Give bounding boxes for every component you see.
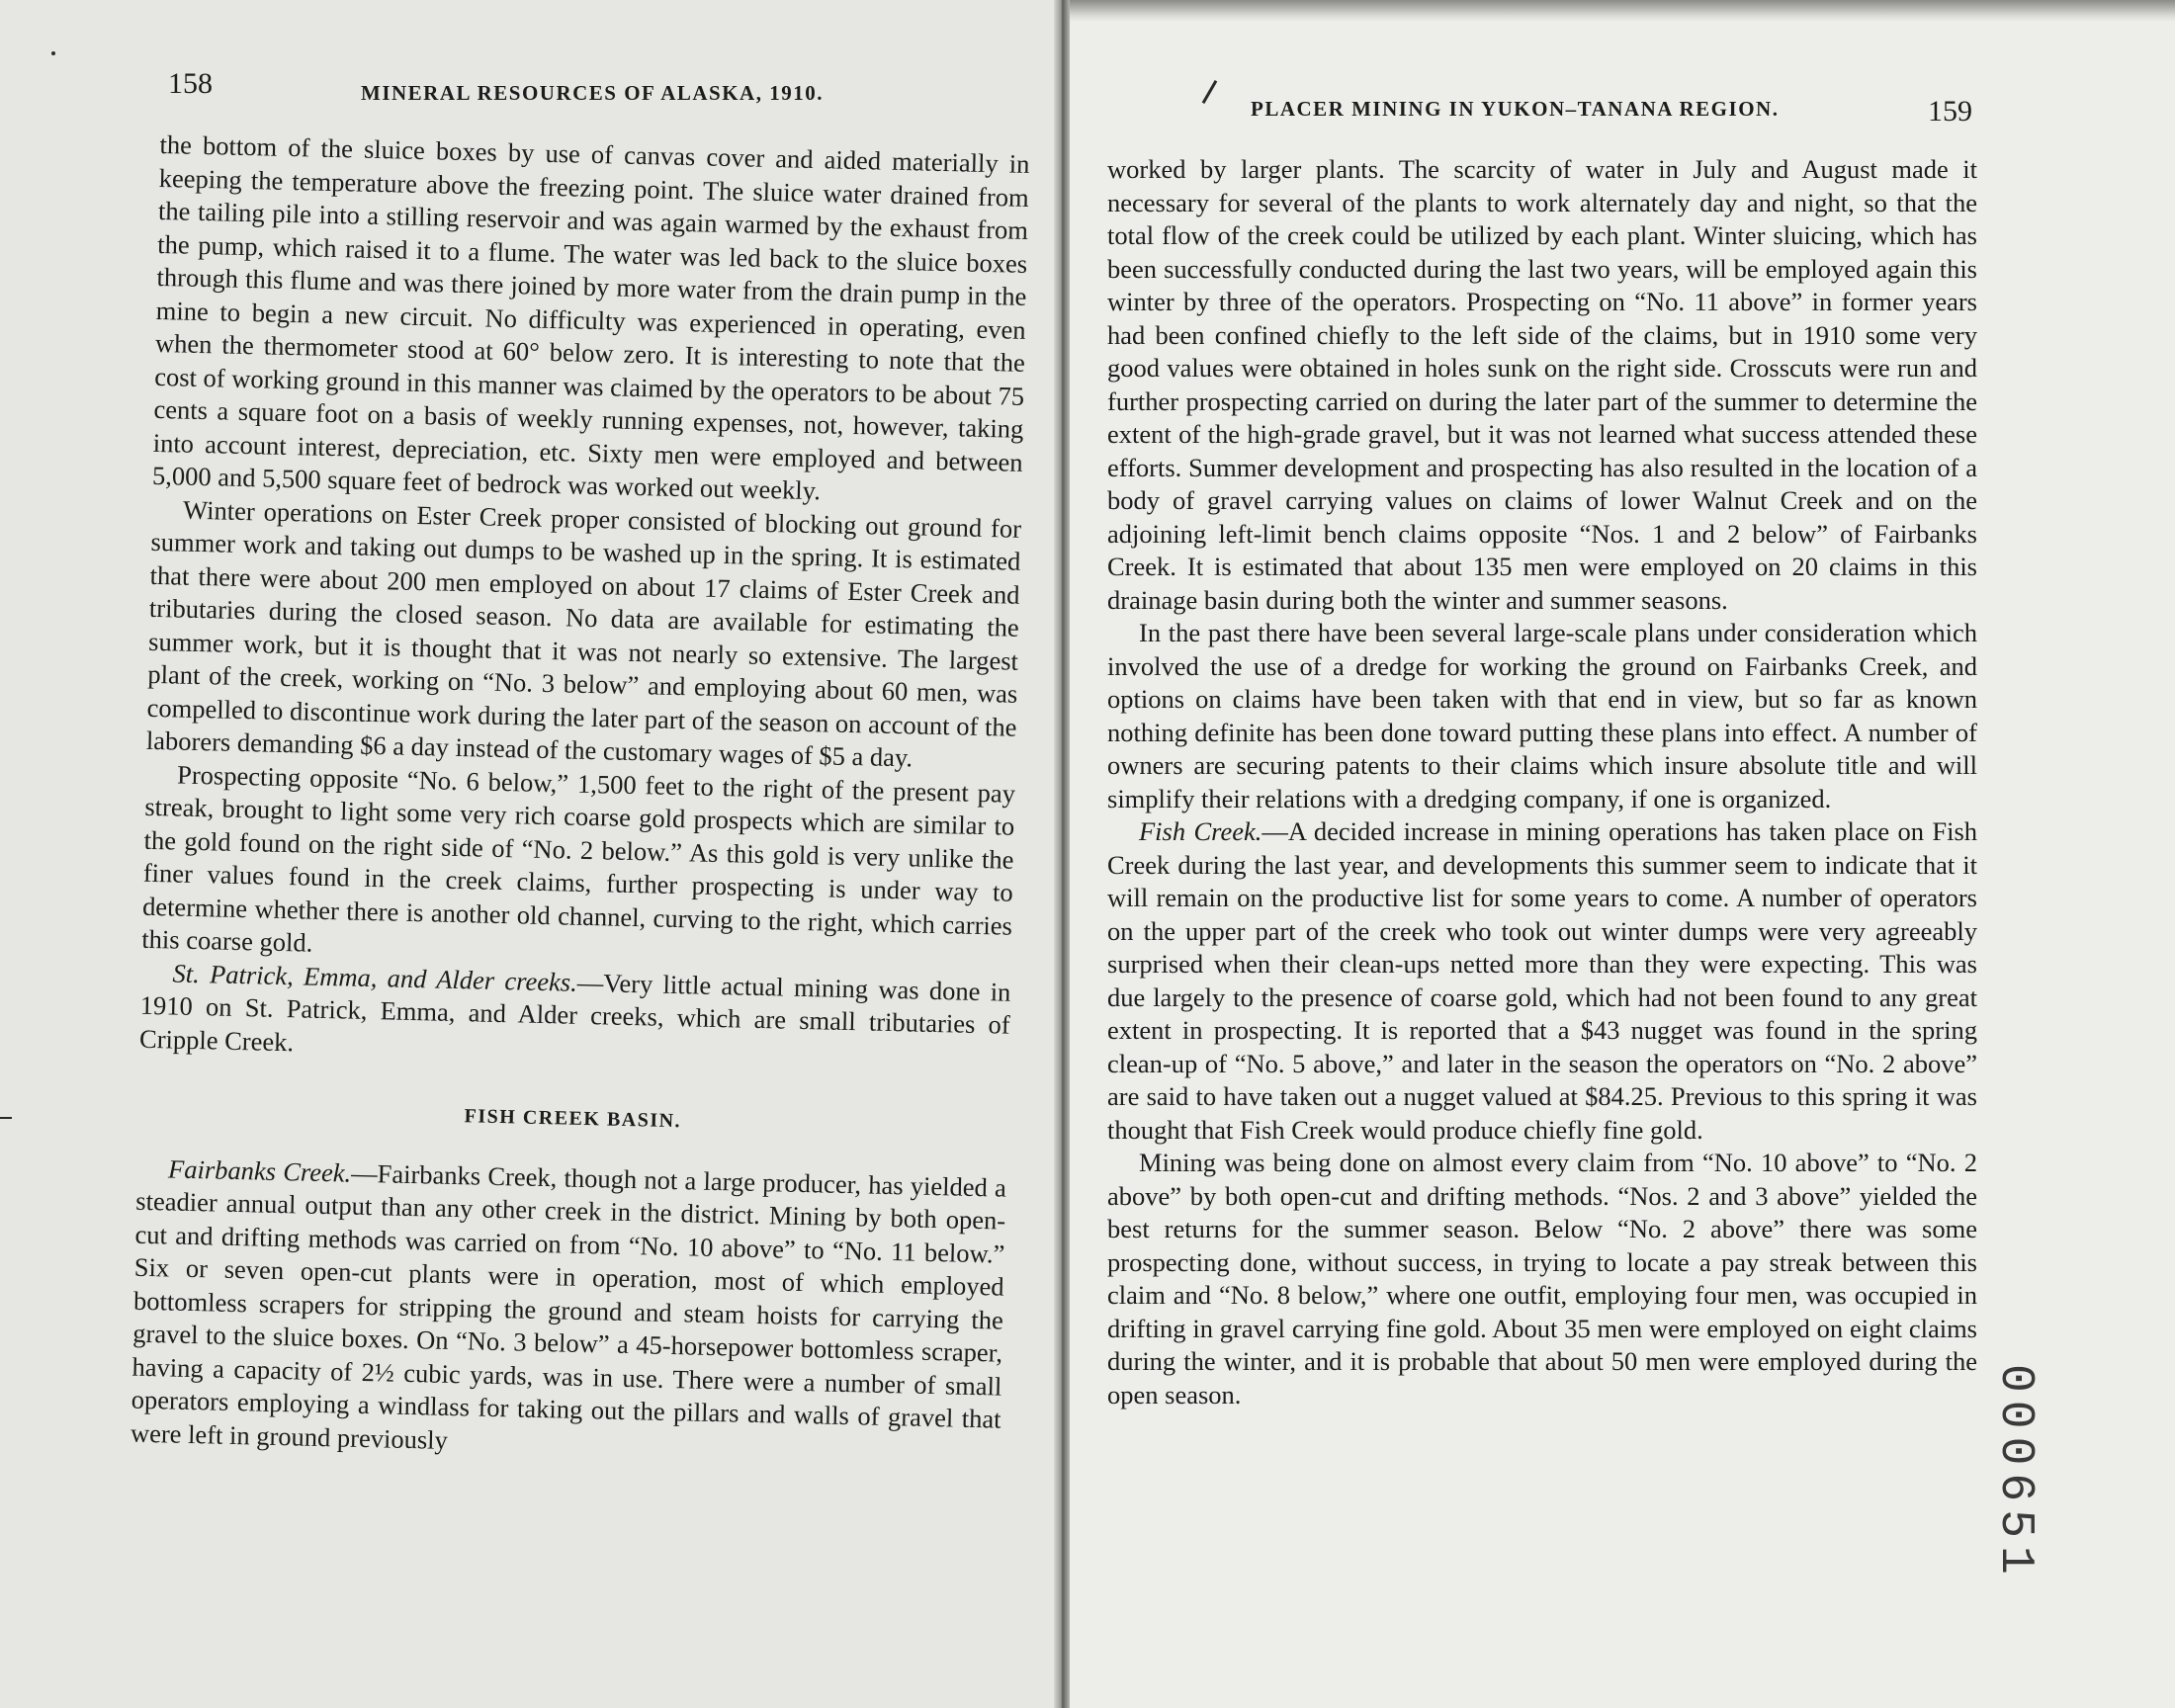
paragraph: [1107, 815, 1977, 1147]
paragraph: Mining was being done on almost every claim from “No. 10 above” to “No. 2 above” by both open-cut and drifting methods. “Nos. 2 and 3 above” yielded the best returns for the summer season. Below “No. 2 above” there was some prospecting done, without success, in trying to locate a pay streak between this claim and “No. 8 below,” where one outfit, employing four men, was occupied in drifting in gravel carrying fine gold. About 35 men were employed on eight claims during the winter, and it is probable that about 50 men were employed during the open season.: [1107, 1148, 1977, 1409]
paragraph-lead: Fish Creek.: [1139, 816, 1262, 846]
paragraph: the bottom of the sluice boxes by use of canvas cover and aided materially in keeping the temperature above the freezing point. The sluice water drained from the tailing pile into a stilling reservoir and was again warmed by the exhaust from the pump, which raised it to a flume. The water was led back to the sluice boxes through this flume and was there joined by more water from the drain pump in the mine to begin a new circuit. No difficulty was experienced in operating, even when the thermometer stood at 60° below zero. It is interesting to note that the cost of working ground in this manner was claimed by the operators to be about 75 cents a square foot on a basis of weekly running expenses, not, however, taking into account interest, depreciation, etc. Sixty men were employed and between 5,000 and 5,500 square feet of bedrock was worked out weekly.: [151, 128, 1030, 506]
page-top-shadow: [1070, 0, 2175, 22]
paragraph: Prospecting opposite “No. 6 below,” 1,500 feet to the right of the present pay streak, brought to light some very rich coarse gold prospects which are similar to the gold found on the right side of “No. 2 below.” As this gold is very unlike the finer values found in the creek claims, further prospecting is under way to determine whether there is another old channel, curving to the right, which carries this coarse gold.: [141, 759, 1016, 958]
page-number-right: 159: [1928, 95, 1972, 128]
paragraph-lead: St. Patrick, Emma, and Alder creeks.: [172, 958, 578, 997]
left-text-column: [130, 128, 1030, 1470]
scan-speck: [51, 51, 55, 55]
paragraph: [139, 956, 1011, 1074]
running-head-right: PLACER MINING IN YUKON–TANANA REGION.: [1251, 97, 1780, 121]
page-number-left: 158: [168, 67, 213, 100]
paragraph-body: —Very little actual mining was done in 1910 on St. Patrick, Emma, and Alder creeks, which are small tributaries of Cripple Creek.: [138, 967, 1011, 1057]
right-text-column: [1107, 153, 1977, 1411]
paragraph: worked by larger plants. The scarcity of water in July and August made it necessary for several of the plants to work alternately day and night, so that the total flow of the creek could be utilized by each plant. Winter sluicing, which has been successfully conducted during the last two years, will be employed again this winter by three of the operators. Prospecting on “No. 11 above” in former years had been confined chiefly to the left side of the claims, but in 1910 some very good values were obtained in holes sunk on the right side. Crosscuts were run and further prospecting carried on during the later part of the summer to determine the extent of the high-grade gravel, but it was not learned what success attended these efforts. Summer development and prospecting has also resulted in the location of a body of gravel carrying values on claims of lower Walnut Creek and on the adjoining left-limit bench claims opposite “Nos. 1 and 2 below” of Fairbanks Creek. It is estimated that about 135 men were employed on 20 claims in this drainage basin during both the winter and summer seasons.: [1107, 154, 1977, 615]
paragraph: Winter operations on Ester Creek proper consisted of blocking out ground for summer work and taking out dumps to be washed up in the spring. It is estimated that there were about 200 men employed on about 17 claims of Ester Creek and tributaries during the closed season. No data are available for estimating the summer work, but it is thought that it was not nearly so extensive. The largest plant of the creek, working on “No. 3 below” and employing about 60 men, was compelled to discontinue work during the later part of the season on account of the laborers demanding $6 a day instead of the customary wages of $5 a day.: [145, 494, 1022, 773]
paragraph: [130, 1152, 1007, 1469]
paragraph: In the past there have been several large-scale plans under consideration which involved the use of a dredge for working the ground on Fairbanks Creek, and options on claims have been taken with that end in view, but so far as known nothing definite has been done toward putting these plans into effect. A number of owners are securing patents to their claims which insure absolute title and will simplify their relations with a dredging company, if one is organized.: [1107, 618, 1977, 813]
scan-edge-mark: [0, 1117, 12, 1119]
paragraph-body: —Fairbanks Creek, though not a large producer, has yielded a steadier annual output than any other creek in the district. Mining by both open-cut and drifting methods was carried on from “No. 10 above” to “No. 11 below.” Six or seven open-cut plants were in operation, most of which employed bottomless scrapers for stripping the ground and steam hoists for carrying the gravel to the sluice boxes. On “No. 3 below” a 45-horsepower bottomless scraper, having a capacity of 2½ cubic yards, was in use. There were a number of small operators employing a windlass for taking out the pillars and walls of gravel that were left in ground previously: [130, 1157, 1007, 1455]
section-heading: FISH CREEK BASIN.: [464, 1105, 682, 1133]
paragraph-lead: Fairbanks Creek.: [167, 1153, 352, 1188]
book-gutter: [1054, 0, 1070, 1708]
running-head-left: MINERAL RESOURCES OF ALASKA, 1910.: [361, 81, 824, 105]
paragraph-body: —A decided increase in mining operations has taken place on Fish Creek during the last year, and developments this summer seem to indicate that it will remain on the productive list for some years to come. A number of operators on the upper part of the creek who took out winter dumps were very agreeably surprised when their clean-ups netted more than they were expecting. This was due largely to the presence of coarse gold, which had not been found to any great extent in prospecting. It is reported that a $43 nugget was found in the spring clean-up of “No. 5 above,” and later in the season the operators on “No. 2 above” are said to have taken out a nugget valued at $84.25. Previous to this spring it was thought that Fish Creek would produce chiefly fine gold.: [1107, 816, 1978, 1145]
archive-stamp-number: 000651: [1988, 1364, 2042, 1582]
